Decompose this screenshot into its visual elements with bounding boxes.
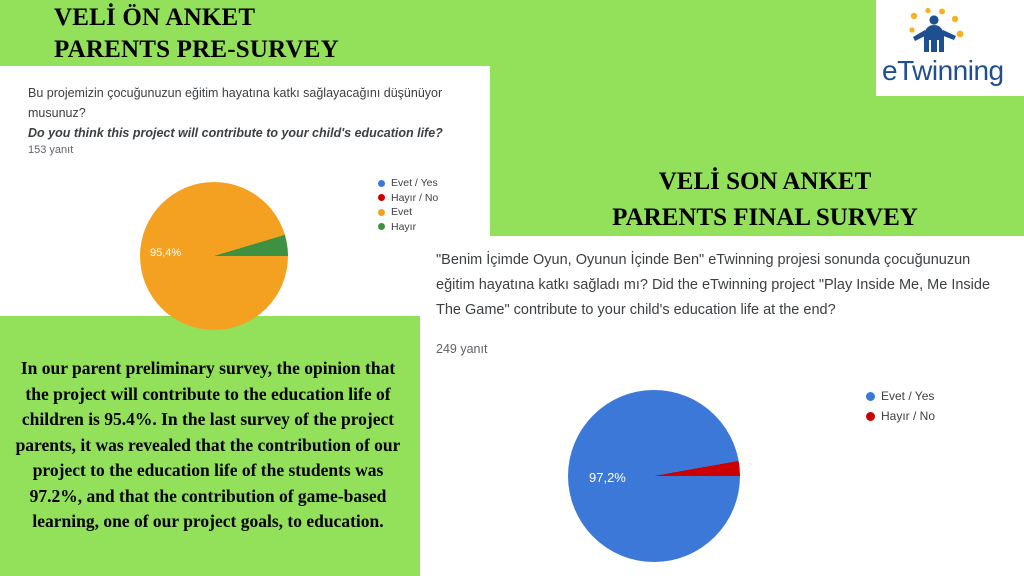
- legend-item: [378, 205, 438, 220]
- right-survey-question-en-1: Did the eTwinning project "Play Inside Me, Me Inside The Game" contribute to your: [436, 277, 991, 318]
- right-survey-response-count: 249 yanıt: [436, 342, 488, 356]
- legend-color-dot: [378, 194, 385, 201]
- etwinning-wordmark: [882, 55, 1004, 87]
- etwinning-figure-icon: [904, 6, 966, 54]
- left-survey-legend: [378, 176, 438, 234]
- legend-color-dot: [378, 209, 385, 216]
- left-survey-question-en: Do you think this project will contribute to your child's education life?: [28, 126, 443, 140]
- right-survey-question-en-2: child's education life at the end?: [629, 302, 836, 318]
- right-survey-legend: [866, 386, 935, 426]
- legend-item: [378, 176, 438, 191]
- legend-label: Hayır / No: [391, 191, 439, 204]
- right-survey-pie-label: 97,2%: [589, 470, 626, 485]
- right-survey-title-en: PARENTS FINAL SURVEY: [612, 204, 918, 231]
- legend-item: [866, 406, 935, 426]
- legend-item: [866, 386, 935, 406]
- left-survey-response-count: 153 yanıt: [28, 144, 74, 156]
- right-survey-title-tr: VELİ SON ANKET: [658, 168, 872, 195]
- left-survey-title-en: PARENTS PRE-SURVEY: [54, 36, 339, 63]
- legend-item: [378, 220, 438, 235]
- legend-label: Evet / Yes: [881, 389, 935, 403]
- left-survey-title: [54, 2, 339, 66]
- right-survey-question: [436, 248, 996, 323]
- legend-color-dot: [378, 180, 385, 187]
- legend-label: Evet: [391, 206, 413, 218]
- legend-item: [378, 191, 438, 206]
- left-survey-title-tr: VELİ ÖN ANKET: [54, 4, 256, 31]
- left-survey-pie-label: 95,4%: [150, 247, 182, 259]
- etwinning-logo: [876, 0, 1024, 96]
- right-survey-question-tr-1: "Benim İçimde Oyun, Oyunun İçinde Ben" eTwinning projesi sonunda çocuğunuzun: [436, 252, 971, 268]
- legend-color-dot: [378, 223, 385, 230]
- left-survey-question-tr: Bu projemizin çocuğunuzun eğitim hayatına katkı sağlayacağını düşünüyor musunuz?: [28, 86, 443, 120]
- legend-color-dot: [866, 412, 875, 421]
- legend-label: Hayır / No: [881, 409, 936, 423]
- etwinning-wordmark-rest: Twinning: [897, 55, 1004, 86]
- right-survey-title: [530, 164, 1000, 236]
- right-survey-question-tr-2: eğitim hayatına katkı sağladı mı?: [436, 277, 648, 293]
- legend-label: Evet / Yes: [391, 177, 438, 189]
- legend-color-dot: [866, 392, 875, 401]
- summary-text: In our parent preliminary survey, the opinion that the project will contribute to the education life of children is 95.4%. In the last survey of the project parents, it was revealed that the contribution of our project to the education life of the students was 97.2%, and that the contribution of game-based learning, one of our project goals, to education.: [0, 330, 416, 576]
- left-survey-question: [28, 83, 448, 143]
- etwinning-wordmark-e: e: [882, 55, 898, 86]
- legend-label: Hayır: [391, 220, 417, 233]
